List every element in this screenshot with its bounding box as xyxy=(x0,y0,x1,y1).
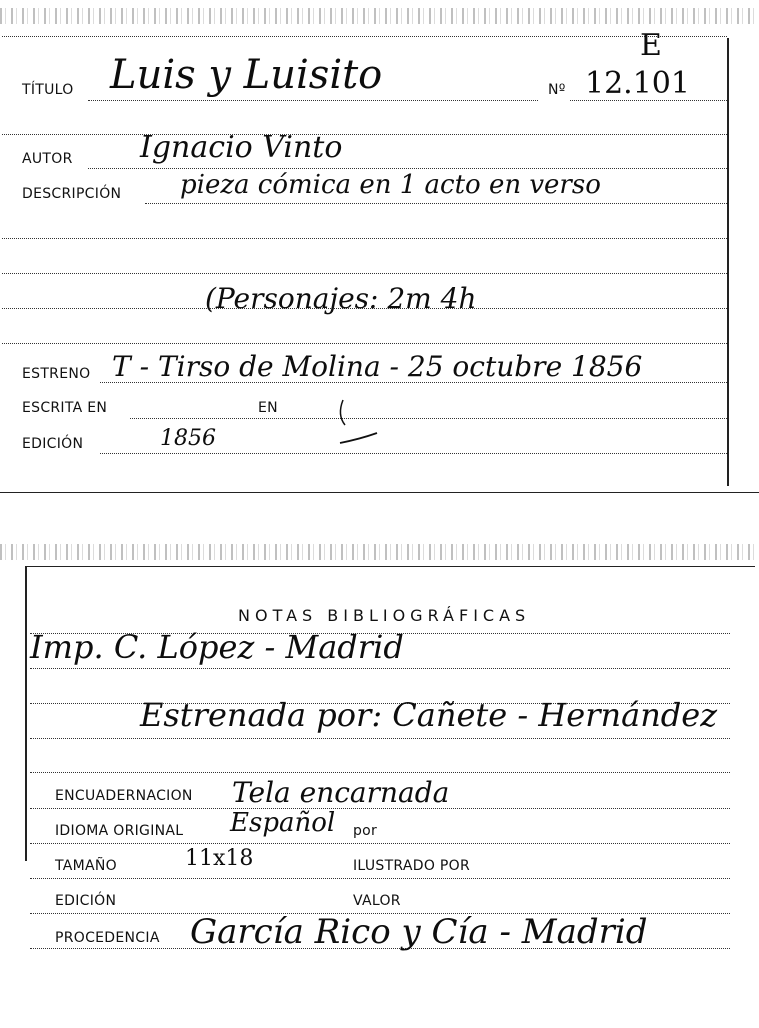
numero-label: Nº xyxy=(548,82,566,98)
catalog-card-bottom xyxy=(0,540,759,1028)
ruled-line xyxy=(2,36,727,37)
edicion-value: 1856 xyxy=(160,426,216,451)
idioma-value: Español xyxy=(230,808,336,838)
ruled-line xyxy=(30,843,730,844)
descripcion-value: pieza cómica en 1 acto en verso xyxy=(180,170,601,200)
note-line-1: Imp. C. López - Madrid xyxy=(30,628,404,666)
ruled-line xyxy=(145,203,727,204)
card-border-left xyxy=(25,566,27,861)
tamano-label: TAMAÑO xyxy=(55,858,117,874)
notas-heading: NOTAS BIBLIOGRÁFICAS xyxy=(238,606,531,625)
estreno-label: ESTRENO xyxy=(22,366,91,382)
edicion-label: EDICIÓN xyxy=(22,436,84,452)
ruled-line xyxy=(130,418,727,419)
titulo-label: TÍTULO xyxy=(22,82,74,98)
ruled-line xyxy=(88,168,727,169)
titulo-value: Luis y Luisito xyxy=(110,52,383,98)
catalog-card-top xyxy=(0,0,759,495)
ilustrado-label: ILUSTRADO POR xyxy=(353,858,470,874)
ruled-line xyxy=(88,100,538,101)
ruled-line xyxy=(2,238,727,239)
escrita-label: ESCRITA EN xyxy=(22,400,108,416)
ruled-line xyxy=(30,772,730,773)
autor-label: AUTOR xyxy=(22,151,73,167)
tamano-value: 11x18 xyxy=(185,846,254,871)
ruled-line xyxy=(2,273,727,274)
por-label: por xyxy=(353,823,378,839)
encuadernacion-label: ENCUADERNACION xyxy=(55,788,193,804)
encuadernacion-value: Tela encarnada xyxy=(232,776,450,809)
personajes-value: (Personajes: 2m 4h xyxy=(205,282,477,315)
estreno-value: T - Tirso de Molina - 25 octubre 1856 xyxy=(112,350,643,383)
ruled-line xyxy=(30,878,730,879)
procedencia-value: García Rico y Cía - Madrid xyxy=(190,912,648,952)
procedencia-label: PROCEDENCIA xyxy=(55,930,160,946)
card-border-bottom xyxy=(0,492,759,493)
ruled-line xyxy=(2,134,727,135)
note-line-2: Estrenada por: Cañete - Hernández xyxy=(140,696,718,734)
ruled-line xyxy=(30,738,730,739)
ruled-line xyxy=(30,668,730,669)
en-label: EN xyxy=(258,400,278,416)
scan-noise-top xyxy=(0,8,759,24)
corner-mark: E xyxy=(640,28,662,63)
edicion-label-bottom: EDICIÓN xyxy=(55,893,117,909)
numero-value: 12.101 xyxy=(585,66,690,101)
pen-mark xyxy=(335,395,385,450)
ruled-line xyxy=(2,343,727,344)
ruled-line xyxy=(100,453,727,454)
card-border-top xyxy=(25,566,755,567)
scan-noise-bottom xyxy=(0,544,759,560)
descripcion-label: DESCRIPCIÓN xyxy=(22,186,122,202)
valor-label: VALOR xyxy=(353,893,401,909)
autor-value: Ignacio Vinto xyxy=(140,130,343,165)
card-border-right xyxy=(727,38,729,486)
idioma-label: IDIOMA ORIGINAL xyxy=(55,823,184,839)
